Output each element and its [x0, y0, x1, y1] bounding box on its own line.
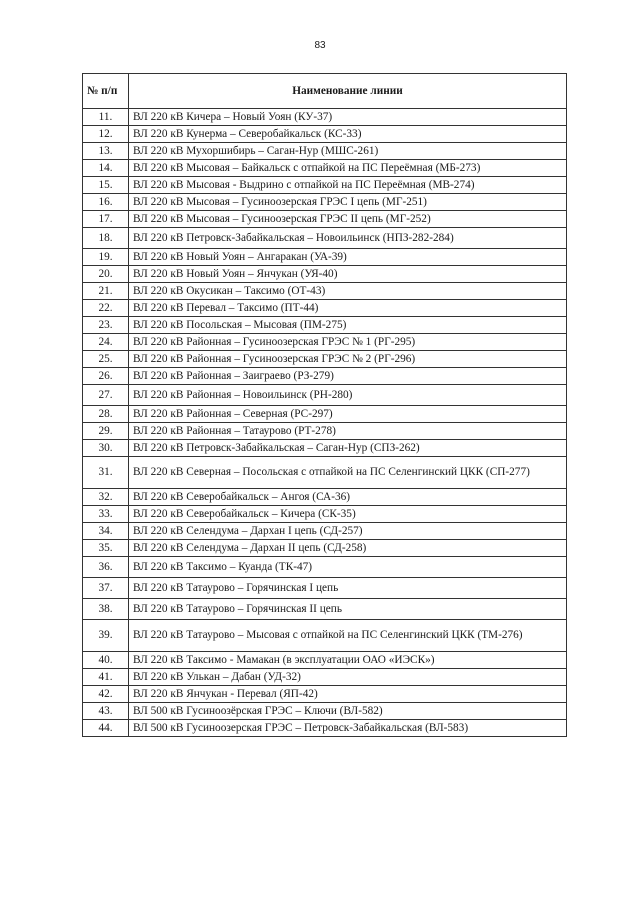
- row-number: 22.: [83, 300, 129, 317]
- header-number: № п/п: [83, 74, 129, 109]
- line-name: ВЛ 220 кВ Татаурово – Горячинская II цепь: [129, 599, 567, 620]
- row-number: 44.: [83, 720, 129, 737]
- table-row: [83, 368, 567, 385]
- table-row: [83, 506, 567, 523]
- table-row: [83, 194, 567, 211]
- row-number: 23.: [83, 317, 129, 334]
- line-name: ВЛ 220 кВ Татаурово – Горячинская I цепь: [129, 578, 567, 599]
- line-name: ВЛ 220 кВ Районная – Новоильинск (РН-280): [129, 385, 567, 406]
- line-name: ВЛ 220 кВ Татаурово – Мысовая с отпайкой на ПС Селенгинский ЦКК (ТМ-276): [129, 620, 567, 652]
- table-row: [83, 334, 567, 351]
- row-number: 39.: [83, 620, 129, 652]
- row-number: 32.: [83, 489, 129, 506]
- table-row: [83, 300, 567, 317]
- line-name: ВЛ 220 кВ Посольская – Мысовая (ПМ-275): [129, 317, 567, 334]
- line-name: ВЛ 220 кВ Новый Уоян – Ангаракан (УА-39): [129, 249, 567, 266]
- line-name: ВЛ 220 кВ Районная – Гусиноозерская ГРЭС № 1 (РГ-295): [129, 334, 567, 351]
- line-name: ВЛ 500 кВ Гусиноозёрская ГРЭС – Ключи (ВЛ-582): [129, 703, 567, 720]
- row-number: 35.: [83, 540, 129, 557]
- table-row: [83, 385, 567, 406]
- table-row: [83, 440, 567, 457]
- row-number: 13.: [83, 143, 129, 160]
- line-name: ВЛ 220 кВ Районная – Северная (РС-297): [129, 406, 567, 423]
- line-name: ВЛ 220 кВ Янчукан - Перевал (ЯП-42): [129, 686, 567, 703]
- table-row: [83, 211, 567, 228]
- table-row: [83, 523, 567, 540]
- row-number: 37.: [83, 578, 129, 599]
- table-row: [83, 652, 567, 669]
- table-row: [83, 160, 567, 177]
- line-name: ВЛ 220 кВ Районная – Заиграево (РЗ-279): [129, 368, 567, 385]
- row-number: 25.: [83, 351, 129, 368]
- table-row: [83, 228, 567, 249]
- row-number: 19.: [83, 249, 129, 266]
- row-number: 21.: [83, 283, 129, 300]
- table-row: [83, 669, 567, 686]
- table-row: [83, 557, 567, 578]
- table-row: [83, 406, 567, 423]
- line-name: ВЛ 220 кВ Петровск-Забайкальская – Саган-Нур (СПЗ-262): [129, 440, 567, 457]
- row-number: 27.: [83, 385, 129, 406]
- row-number: 17.: [83, 211, 129, 228]
- line-name: ВЛ 220 кВ Северобайкальск – Ангоя (СА-36): [129, 489, 567, 506]
- row-number: 34.: [83, 523, 129, 540]
- table-row: [83, 317, 567, 334]
- row-number: 16.: [83, 194, 129, 211]
- table-row: [83, 423, 567, 440]
- row-number: 14.: [83, 160, 129, 177]
- row-number: 18.: [83, 228, 129, 249]
- row-number: 24.: [83, 334, 129, 351]
- row-number: 36.: [83, 557, 129, 578]
- line-name: ВЛ 500 кВ Гусиноозерская ГРЭС – Петровск-Забайкальская (ВЛ-583): [129, 720, 567, 737]
- table-row: [83, 249, 567, 266]
- table-row: [83, 540, 567, 557]
- row-number: 11.: [83, 109, 129, 126]
- table-row: [83, 143, 567, 160]
- row-number: 40.: [83, 652, 129, 669]
- row-number: 28.: [83, 406, 129, 423]
- row-number: 38.: [83, 599, 129, 620]
- row-number: 43.: [83, 703, 129, 720]
- table-row: [83, 578, 567, 599]
- power-lines-table: [82, 73, 567, 737]
- table-row: [83, 703, 567, 720]
- table-row: [83, 686, 567, 703]
- row-number: 12.: [83, 126, 129, 143]
- table-header-row: [83, 74, 567, 109]
- row-number: 30.: [83, 440, 129, 457]
- line-name: ВЛ 220 кВ Улькан – Дабан (УД-32): [129, 669, 567, 686]
- line-name: ВЛ 220 кВ Мысовая – Гусиноозерская ГРЭС I цепь (МГ-251): [129, 194, 567, 211]
- line-name: ВЛ 220 кВ Перевал – Таксимо (ПТ-44): [129, 300, 567, 317]
- line-name: ВЛ 220 кВ Окусикан – Таксимо (ОТ-43): [129, 283, 567, 300]
- header-line-name: Наименование линии: [129, 74, 567, 109]
- line-name: ВЛ 220 кВ Селендума – Дархан I цепь (СД-257): [129, 523, 567, 540]
- line-name: ВЛ 220 кВ Северобайкальск – Кичера (СК-35): [129, 506, 567, 523]
- line-name: ВЛ 220 кВ Новый Уоян – Янчукан (УЯ-40): [129, 266, 567, 283]
- page-number: 83: [314, 40, 326, 51]
- row-number: 26.: [83, 368, 129, 385]
- line-name: ВЛ 220 кВ Кунерма – Северобайкальск (КС-33): [129, 126, 567, 143]
- row-number: 41.: [83, 669, 129, 686]
- table-row: [83, 283, 567, 300]
- table-row: [83, 109, 567, 126]
- row-number: 33.: [83, 506, 129, 523]
- line-name: ВЛ 220 кВ Районная – Гусиноозерская ГРЭС № 2 (РГ-296): [129, 351, 567, 368]
- line-name: ВЛ 220 кВ Северная – Посольская с отпайкой на ПС Селенгинский ЦКК (СП-277): [129, 457, 567, 489]
- table-row: [83, 720, 567, 737]
- table-row: [83, 351, 567, 368]
- table-row: [83, 620, 567, 652]
- row-number: 29.: [83, 423, 129, 440]
- line-name: ВЛ 220 кВ Мысовая – Гусиноозерская ГРЭС II цепь (МГ-252): [129, 211, 567, 228]
- row-number: 15.: [83, 177, 129, 194]
- table-row: [83, 599, 567, 620]
- table-row: [83, 266, 567, 283]
- line-name: ВЛ 220 кВ Мысовая – Байкальск с отпайкой на ПС Переёмная (МБ-273): [129, 160, 567, 177]
- row-number: 20.: [83, 266, 129, 283]
- table-row: [83, 177, 567, 194]
- line-name: ВЛ 220 кВ Мухоршибирь – Саган-Нур (МШС-261): [129, 143, 567, 160]
- line-name: ВЛ 220 кВ Кичера – Новый Уоян (КУ-37): [129, 109, 567, 126]
- table-row: [83, 489, 567, 506]
- line-name: ВЛ 220 кВ Таксимо – Куанда (ТК-47): [129, 557, 567, 578]
- line-name: ВЛ 220 кВ Мысовая - Выдрино с отпайкой на ПС Переёмная (МВ-274): [129, 177, 567, 194]
- line-name: ВЛ 220 кВ Петровск-Забайкальская – Новоильинск (НПЗ-282-284): [129, 228, 567, 249]
- row-number: 31.: [83, 457, 129, 489]
- table-row: [83, 457, 567, 489]
- line-name: ВЛ 220 кВ Таксимо - Мамакан (в эксплуатации ОАО «ИЭСК»): [129, 652, 567, 669]
- row-number: 42.: [83, 686, 129, 703]
- line-name: ВЛ 220 кВ Селендума – Дархан II цепь (СД-258): [129, 540, 567, 557]
- table-row: [83, 126, 567, 143]
- line-name: ВЛ 220 кВ Районная – Татаурово (РТ-278): [129, 423, 567, 440]
